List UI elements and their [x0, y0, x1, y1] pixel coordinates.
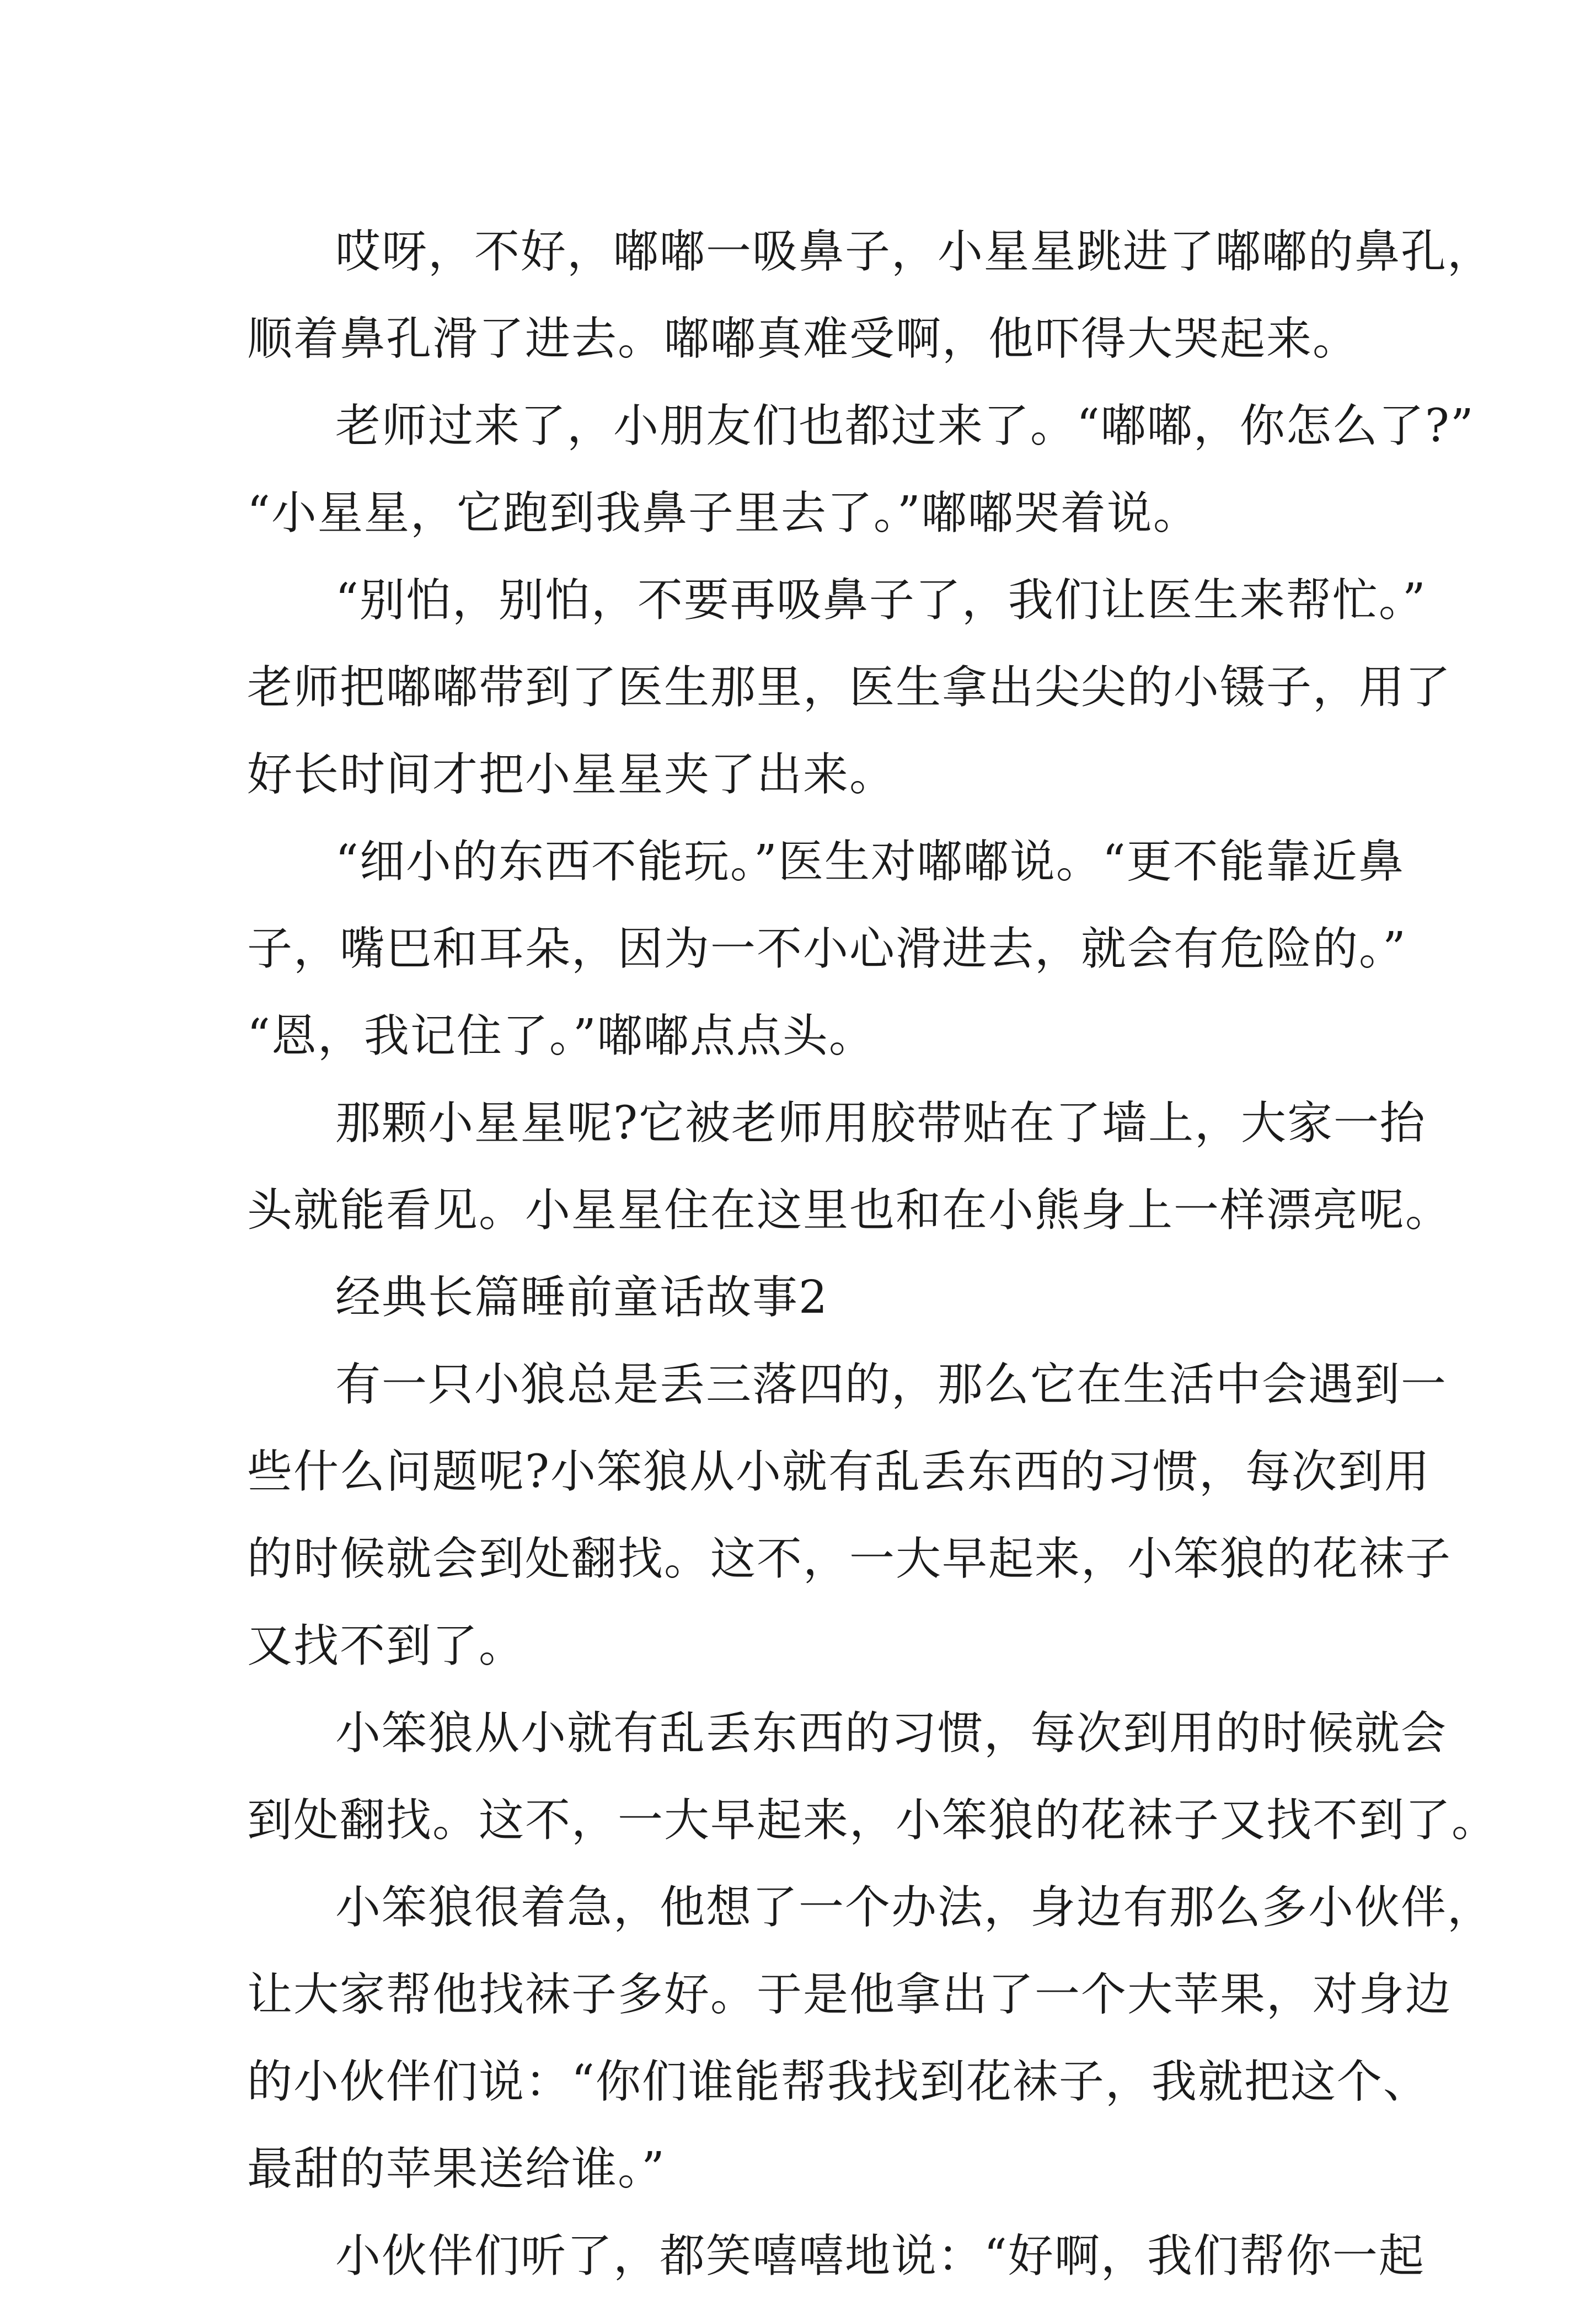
text-line: 头就能看见。小星星住在这里也和在小熊身上一样漂亮呢。: [247, 1184, 1452, 1237]
text-line: 小伙伴们听了，都笑嘻嘻地说：“好啊，我们帮你一起: [335, 2230, 1425, 2282]
text-line: 小笨狼从小就有乱丢东西的习惯，每次到用的时候就会: [335, 1707, 1448, 1759]
text-line: 些什么问题呢?小笨狼从小就有乱丢东西的习惯，每次到用: [247, 1446, 1431, 1498]
text-line: 老师把嘟嘟带到了医生那里，医生拿出尖尖的小镊子，用了: [247, 661, 1452, 714]
text-line: 小笨狼很着急，他想了一个办法，身边有那么多小伙伴，: [335, 1881, 1494, 1934]
text-line: 让大家帮他找袜子多好。于是他拿出了一个大苹果，对身边: [247, 1969, 1452, 2021]
text-line: 最甜的苹果送给谁。”: [247, 2143, 666, 2195]
text-line: 好长时间才把小星星夹了出来。: [247, 748, 896, 801]
text-line: “恩，我记住了。”嘟嘟点点头。: [247, 1010, 875, 1062]
text-line: 子，嘴巴和耳朵，因为一不小心滑进去，就会有危险的。”: [247, 923, 1407, 975]
text-line: 有一只小狼总是丢三落四的，那么它在生活中会遇到一: [335, 1358, 1448, 1411]
text-line: 老师过来了，小朋友们也都过来了。“嘟嘟，你怎么了?”: [335, 400, 1475, 452]
text-line: 到处翻找。这不，一大早起来，小笨狼的花袜子又找不到了。: [247, 1794, 1498, 1847]
text-line: 的小伙伴们说：“你们谁能帮我找到花袜子，我就把这个、: [247, 2056, 1429, 2108]
text-line: 哎呀，不好，嘟嘟一吸鼻子，小星星跳进了嘟嘟的鼻孔，: [335, 226, 1494, 278]
text-line: 那颗小星星呢?它被老师用胶带贴在了墙上，大家一抬: [335, 1097, 1426, 1149]
text-line: “细小的东西不能玩。”医生对嘟嘟说。“更不能靠近鼻: [335, 836, 1405, 888]
text-line: 的时候就会到处翻找。这不，一大早起来，小笨狼的花袜子: [247, 1533, 1452, 1585]
text-line: “小星星，它跑到我鼻子里去了。”嘟嘟哭着说。: [247, 487, 1199, 539]
text-line: 又找不到了。: [247, 1620, 526, 1672]
section-heading: 经典长篇睡前童话故事2: [335, 1271, 829, 1324]
story-text: [247, 208, 1498, 2300]
text-line: “别怕，别怕，不要再吸鼻子了，我们让医生来帮忙。”: [335, 574, 1427, 627]
text-line: 顺着鼻孔滑了进去。嘟嘟真难受啊，他吓得大哭起来。: [247, 313, 1359, 365]
